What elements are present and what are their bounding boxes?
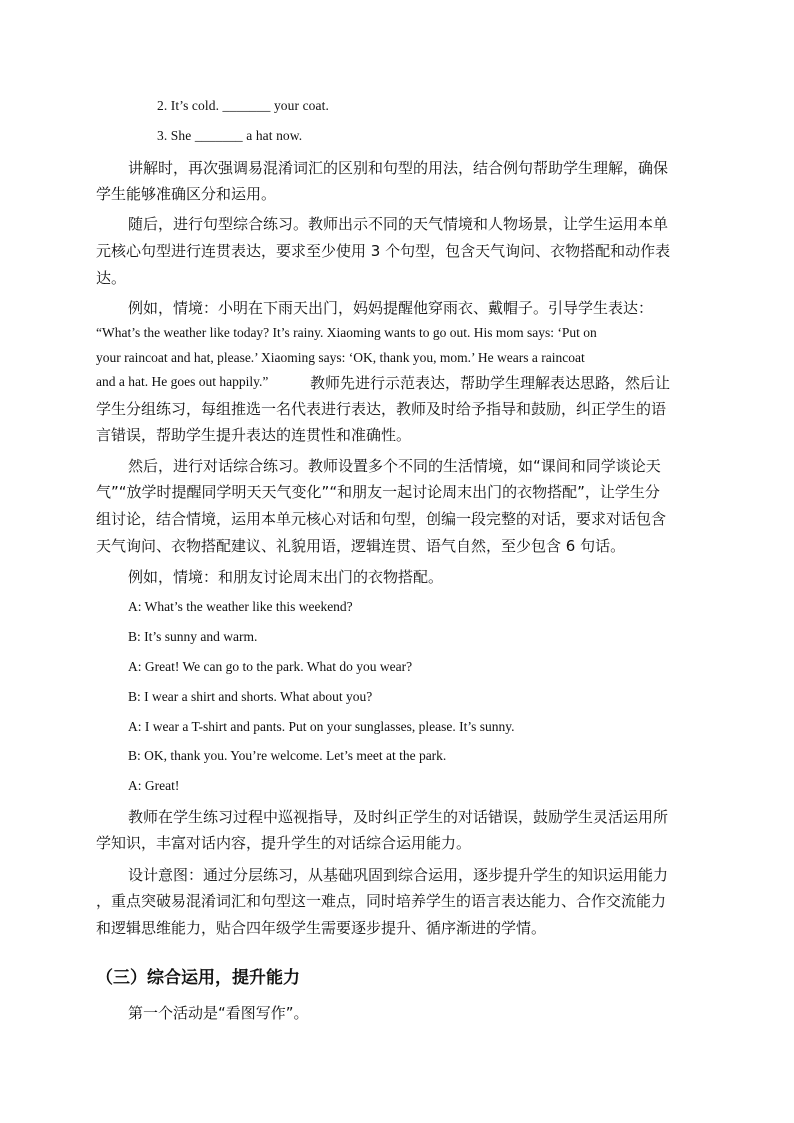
dialogue-line: B: OK, thank you. You’re welcome. Let’s meet at the park. — [128, 748, 447, 763]
paragraph-line: 教师在学生练习过程中巡视指导，及时纠正学生的对话错误，鼓励学生灵活运用所 — [128, 808, 669, 826]
exercise-line: 2. It’s cold. _______ your coat. — [157, 98, 329, 113]
paragraph-line: 天气询问、衣物搭配建议、礼貌用语，逻辑连贯、语气自然，至少包含 6 句话。 — [96, 537, 626, 555]
paragraph-line: 学生能够准确区分和运用。 — [96, 185, 277, 203]
english-line: “What’s the weather like today? It’s rainy. Xiaoming wants to go out. His mom says: ‘Put on — [96, 325, 597, 340]
dialogue-line: B: I wear a shirt and shorts. What about you? — [128, 689, 373, 704]
paragraph-line: 言错误，帮助学生提升表达的连贯性和准确性。 — [96, 426, 412, 444]
dialogue-line: A: Great! — [128, 778, 180, 793]
paragraph-line: 设计意图：通过分层练习，从基础巩固到综合运用，逐步提升学生的知识运用能力 — [128, 866, 669, 884]
paragraph-line: 学生分组练习，每组推选一名代表进行表达，教师及时给予指导和鼓励，纠正学生的语 — [96, 400, 667, 418]
paragraph-line: 组讨论，结合情境，运用本单元核心对话和句型，创编一段完整的对话，要求对话包含 — [96, 510, 667, 528]
paragraph-line: 达。 — [96, 269, 127, 287]
paragraph-line: 气”“放学时提醒同学明天天气变化”“和朋友一起讨论周末出门的衣物搭配”，让学生分 — [96, 483, 660, 501]
paragraph-line: 例如，情境：小明在下雨天出门，妈妈提醒他穿雨衣、戴帽子。引导学生表达： — [128, 299, 654, 317]
dialogue-line: A: I wear a T-shirt and pants. Put on your sunglasses, please. It’s sunny. — [128, 719, 515, 734]
paragraph-line: 讲解时，再次强调易混淆词汇的区别和句型的用法，结合例句帮助学生理解，确保 — [128, 159, 669, 177]
exercise-line: 3. She _______ a hat now. — [157, 128, 303, 143]
paragraph-line: 学知识，丰富对话内容，提升学生的对话综合运用能力。 — [96, 834, 472, 852]
dialogue-line: A: What’s the weather like this weekend? — [128, 599, 353, 614]
english-line: your raincoat and hat, please.’ Xiaoming says: ‘OK, thank you, mom.’ He wears a raincoat — [96, 350, 585, 365]
paragraph-line: 教师先进行示范表达，帮助学生理解表达思路，然后让 — [310, 374, 671, 392]
paragraph-line: 元核心句型进行连贯表达，要求至少使用 3 个句型，包含天气询问、衣物搭配和动作表 — [96, 242, 671, 260]
section-heading: （三）综合运用，提升能力 — [96, 968, 300, 988]
english-line: and a hat. He goes out happily.” — [96, 374, 269, 389]
paragraph-line: ，重点突破易混淆词汇和句型这一难点，同时培养学生的语言表达能力、合作交流能力 — [96, 892, 667, 910]
dialogue-line: A: Great! We can go to the park. What do you wear? — [128, 659, 413, 674]
paragraph-line: 例如，情境：和朋友讨论周末出门的衣物搭配。 — [128, 568, 444, 586]
paragraph-line: 和逻辑思维能力，贴合四年级学生需要逐步提升、循序渐进的学情。 — [96, 919, 547, 937]
paragraph-line: 随后，进行句型综合练习。教师出示不同的天气情境和人物场景，让学生运用本单 — [128, 215, 669, 233]
paragraph-line: 然后，进行对话综合练习。教师设置多个不同的生活情境，如“课间和同学谈论天 — [128, 457, 661, 475]
dialogue-line: B: It’s sunny and warm. — [128, 629, 258, 644]
paragraph-line: 第一个活动是“看图写作”。 — [128, 1004, 309, 1022]
